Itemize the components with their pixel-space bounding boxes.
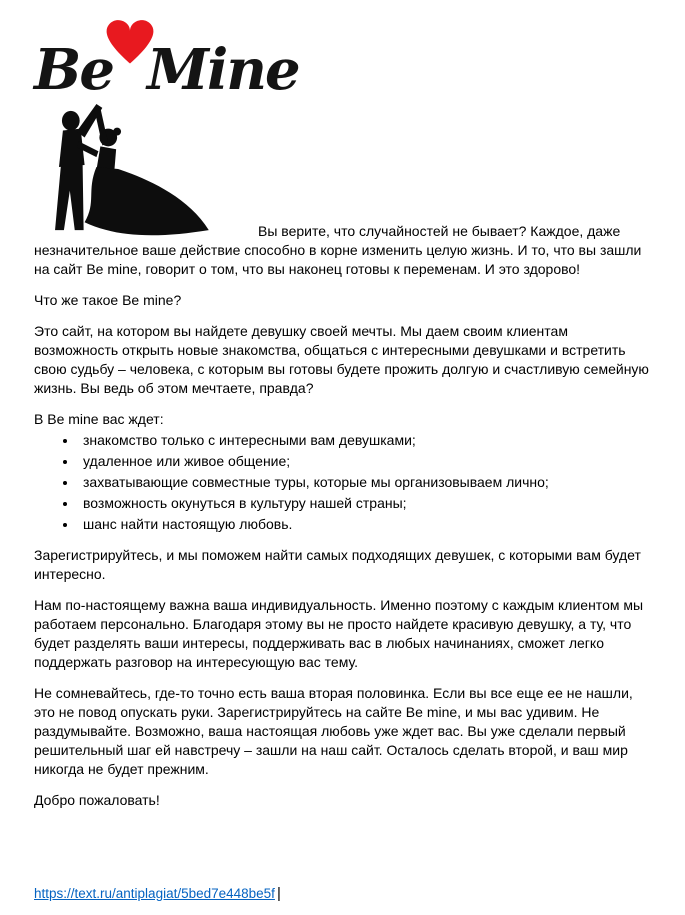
paragraph-welcome: Добро пожаловать! <box>34 792 160 808</box>
logo-wordmark <box>34 12 299 103</box>
antiplagiat-link[interactable]: https://text.ru/antiplagiat/5bed7e448be5f <box>34 885 275 901</box>
document-content <box>34 12 651 876</box>
couple-silhouette-group <box>55 104 209 235</box>
list-item: • знакомство только с интересными вам девушками; <box>78 431 651 450</box>
logo-word-mine: Mine <box>146 37 299 103</box>
logo-word-be: Be <box>34 37 113 103</box>
paragraph-personal: Нам по-настоящему важна ваша индивидуальность. Именно поэтому с каждым клиентом мы работаем персонально. Благодаря этому вы не просто найдете красивую девушку, а ту, что будет разделять ваши интересы, поддерживать вас в любых начинаниях, сможет легко поддержать разговор на интересующую вас тему. <box>34 597 644 670</box>
paragraph-question: Что же такое Be mine? <box>34 292 182 308</box>
be-mine-logo <box>34 12 299 236</box>
heart-icon <box>101 15 159 72</box>
text-cursor: | <box>276 885 281 902</box>
dancing-couple-silhouette-icon <box>38 100 213 236</box>
heart-shape <box>107 20 154 63</box>
footer <box>34 876 651 903</box>
paragraph-list-lead: В Be mine вас ждет: <box>34 411 164 427</box>
paragraph-intro: Вы верите, что случайностей не бывает? Каждое, даже незначительное ваше действие способно в корне изменить целую жизнь. И то, что вы зашли на сайт Be mine, говорит о том, что вы наконец готовы к переменам. И это здорово! <box>34 223 642 277</box>
list-item: • шанс найти настоящую любовь. <box>78 515 651 534</box>
list-item: • возможность окунуться в культуру нашей страны; <box>78 494 651 513</box>
paragraph-register: Зарегистрируйтесь, и мы поможем найти самых подходящих девушек, с которыми вам будет интересно. <box>34 547 641 582</box>
paragraph-final: Не сомневайтесь, где-то точно есть ваша вторая половинка. Если вы все еще ее не нашли, это не повод опускать руки. Зарегистрируйтесь на сайте Be mine, и мы вас удивим. Не раздумывайте. Возможно, ваша настоящая любовь уже ждет вас. Вы уже сделали первый решительный шаг ей навстречу – зашли на наш сайт. Осталось сделать второй, и ваш мир никогда не будет прежним. <box>34 685 633 777</box>
paragraph-about: Это сайт, на котором вы найдете девушку своей мечты. Мы даем своим клиентам возможность открыть новые знакомства, общаться с интересными девушками и встретить свою судьбу – человека, с которым вы готовы будете прожить долгую и счастливую семейную жизнь. Вы ведь об этом мечтаете, правда? <box>34 323 649 396</box>
features-list <box>34 431 651 534</box>
list-item: • захватывающие совместные туры, которые мы организовываем лично; <box>78 473 651 492</box>
list-item: • удаленное или живое общение; <box>78 452 651 471</box>
